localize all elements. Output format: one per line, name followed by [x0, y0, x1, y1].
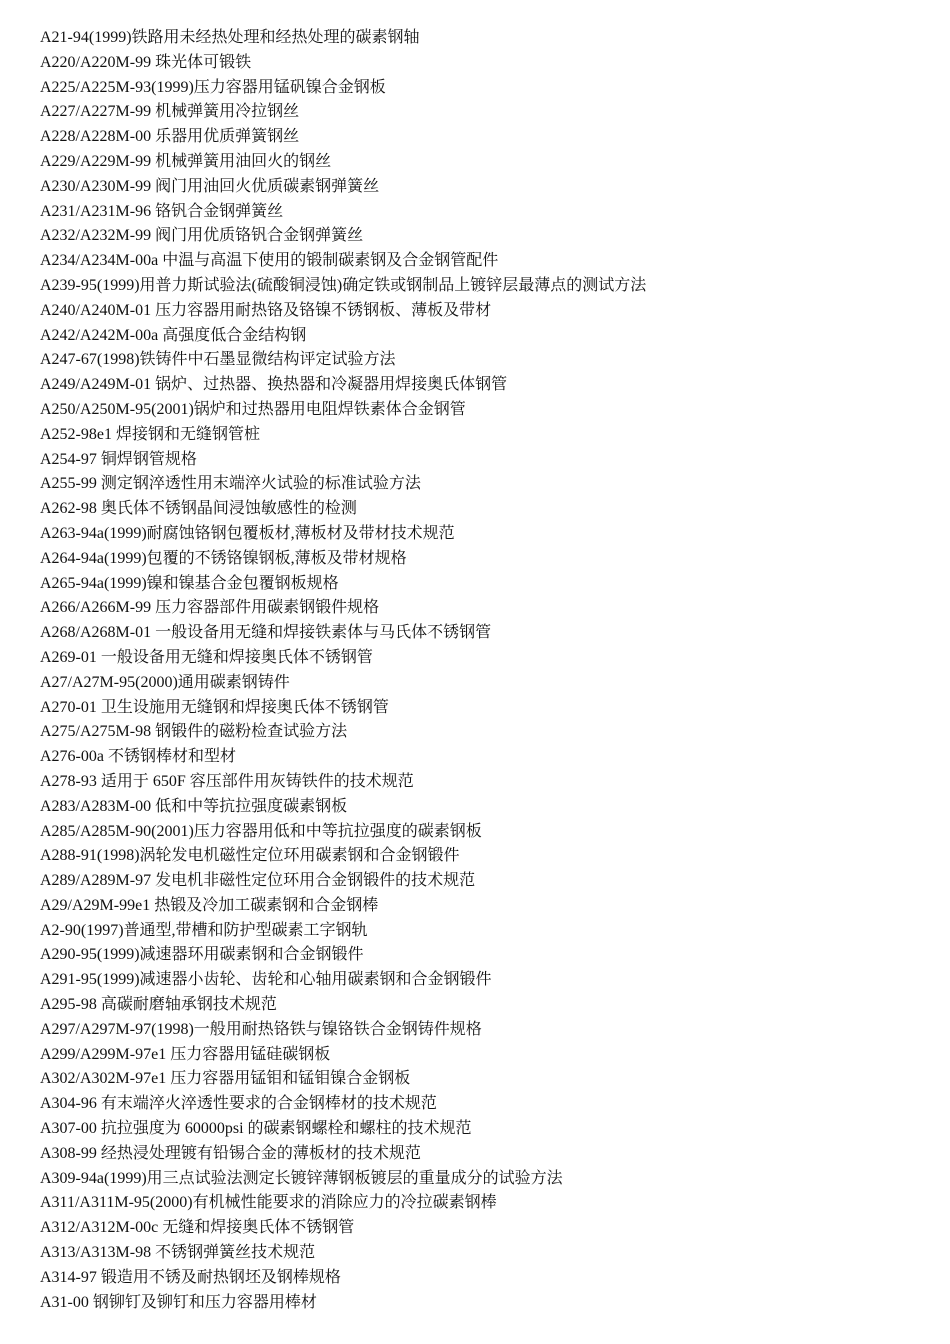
list-item: A239-95(1999)用普力斯试验法(硫酸铜浸蚀)确定铁或钢制品上镀锌层最薄点的测试方法 — [40, 276, 647, 294]
list-item: A247-67(1998)铁铸件中石墨显微结构评定试验方法 — [40, 351, 396, 369]
list-item: A307-00 抗拉强度为 60000psi 的碳素钢螺栓和螺柱的技术规范 — [40, 1120, 472, 1138]
list-item: A312/A312M-00c 无缝和焊接奥氏体不锈钢管 — [40, 1219, 355, 1237]
list-item: A288-91(1998)涡轮发电机磁性定位环用碳素钢和合金钢锻件 — [40, 847, 460, 865]
document-page — [40, 26, 920, 1315]
list-item: A266/A266M-99 压力容器部件用碳素钢锻件规格 — [40, 599, 380, 617]
list-item: A291-95(1999)减速器小齿轮、齿轮和心轴用碳素钢和合金钢锻件 — [40, 971, 492, 989]
list-item: A232/A232M-99 阀门用优质铬钒合金钢弹簧丝 — [40, 227, 364, 245]
list-item: A27/A27M-95(2000)通用碳素钢铸件 — [40, 673, 290, 691]
list-item: A314-97 锻造用不锈及耐热钢坯及钢棒规格 — [40, 1268, 341, 1286]
list-item: A283/A283M-00 低和中等抗拉强度碳素钢板 — [40, 797, 348, 815]
list-item: A297/A297M-97(1998)一般用耐热铬铁与镍铬铁合金钢铸件规格 — [40, 1020, 482, 1038]
list-item: A31-00 钢铆钉及铆钉和压力容器用棒材 — [40, 1293, 317, 1311]
list-item: A265-94a(1999)镍和镍基合金包覆钢板规格 — [40, 574, 339, 592]
list-item: A289/A289M-97 发电机非磁性定位环用合金钢锻件的技术规范 — [40, 872, 476, 890]
list-item: A29/A29M-99e1 热锻及冷加工碳素钢和合金钢棒 — [40, 896, 379, 914]
list-item: A220/A220M-99 珠光体可锻铁 — [40, 53, 252, 71]
list-item: A268/A268M-01 一般设备用无缝和焊接铁素体与马氏体不锈钢管 — [40, 624, 492, 642]
list-item: A308-99 经热浸处理镀有铅锡合金的薄板材的技术规范 — [40, 1144, 421, 1162]
list-item: A242/A242M-00a 高强度低合金结构钢 — [40, 326, 307, 344]
list-item: A234/A234M-00a 中温与高温下使用的锻制碳素钢及合金钢管配件 — [40, 252, 499, 270]
list-item: A229/A229M-99 机械弹簧用油回火的钢丝 — [40, 152, 332, 170]
list-item: A231/A231M-96 铬钒合金钢弹簧丝 — [40, 202, 284, 220]
list-item: A304-96 有末端淬火淬透性要求的合金钢棒材的技术规范 — [40, 1095, 437, 1113]
list-item: A230/A230M-99 阀门用油回火优质碳素钢弹簧丝 — [40, 177, 380, 195]
list-item: A240/A240M-01 压力容器用耐热铬及铬镍不锈钢板、薄板及带材 — [40, 301, 492, 319]
list-item: A270-01 卫生设施用无缝钢和焊接奥氏体不锈钢管 — [40, 698, 389, 716]
list-item: A225/A225M-93(1999)压力容器用锰矾镍合金钢板 — [40, 78, 386, 96]
list-item: A227/A227M-99 机械弹簧用冷拉钢丝 — [40, 103, 300, 121]
list-item: A2-90(1997)普通型,带槽和防护型碳素工字钢轨 — [40, 921, 368, 939]
list-item: A311/A311M-95(2000)有机械性能要求的消除应力的冷拉碳素钢棒 — [40, 1194, 497, 1212]
list-item: A249/A249M-01 锅炉、过热器、换热器和冷凝器用焊接奥氏体钢管 — [40, 376, 508, 394]
list-item: A263-94a(1999)耐腐蚀铬钢包覆板材,薄板材及带材技术规范 — [40, 524, 455, 542]
list-item: A269-01 一般设备用无缝和焊接奥氏体不锈钢管 — [40, 648, 373, 666]
list-item: A290-95(1999)减速器环用碳素钢和合金钢锻件 — [40, 946, 364, 964]
list-item: A295-98 高碳耐磨轴承钢技术规范 — [40, 996, 277, 1014]
list-item: A309-94a(1999)用三点试验法测定长镀锌薄钢板镀层的重量成分的试验方法 — [40, 1169, 563, 1187]
list-item: A302/A302M-97e1 压力容器用锰钼和锰钼镍合金钢板 — [40, 1070, 411, 1088]
list-item: A262-98 奥氏体不锈钢晶间浸蚀敏感性的检测 — [40, 500, 357, 518]
list-item: A275/A275M-98 钢锻件的磁粉检查试验方法 — [40, 723, 348, 741]
list-item: A276-00a 不锈钢棒材和型材 — [40, 748, 236, 766]
list-item: A278-93 适用于 650F 容压部件用灰铸铁件的技术规范 — [40, 772, 414, 790]
list-item: A21-94(1999)铁路用未经热处理和经热处理的碳素钢轴 — [40, 29, 420, 46]
list-item: A252-98e1 焊接钢和无缝钢管桩 — [40, 425, 260, 443]
list-item: A299/A299M-97e1 压力容器用锰硅碳钢板 — [40, 1045, 331, 1063]
list-item: A285/A285M-90(2001)压力容器用低和中等抗拉强度的碳素钢板 — [40, 822, 482, 840]
list-item: A313/A313M-98 不锈钢弹簧丝技术规范 — [40, 1244, 316, 1262]
list-item: A264-94a(1999)包覆的不锈铬镍钢板,薄板及带材规格 — [40, 549, 407, 567]
list-item: A250/A250M-95(2001)锅炉和过热器用电阻焊铁素体合金钢管 — [40, 400, 466, 418]
list-item: A254-97 铜焊钢管规格 — [40, 450, 197, 468]
list-item: A255-99 测定钢淬透性用末端淬火试验的标准试验方法 — [40, 475, 421, 493]
list-item: A228/A228M-00 乐器用优质弹簧钢丝 — [40, 128, 300, 146]
